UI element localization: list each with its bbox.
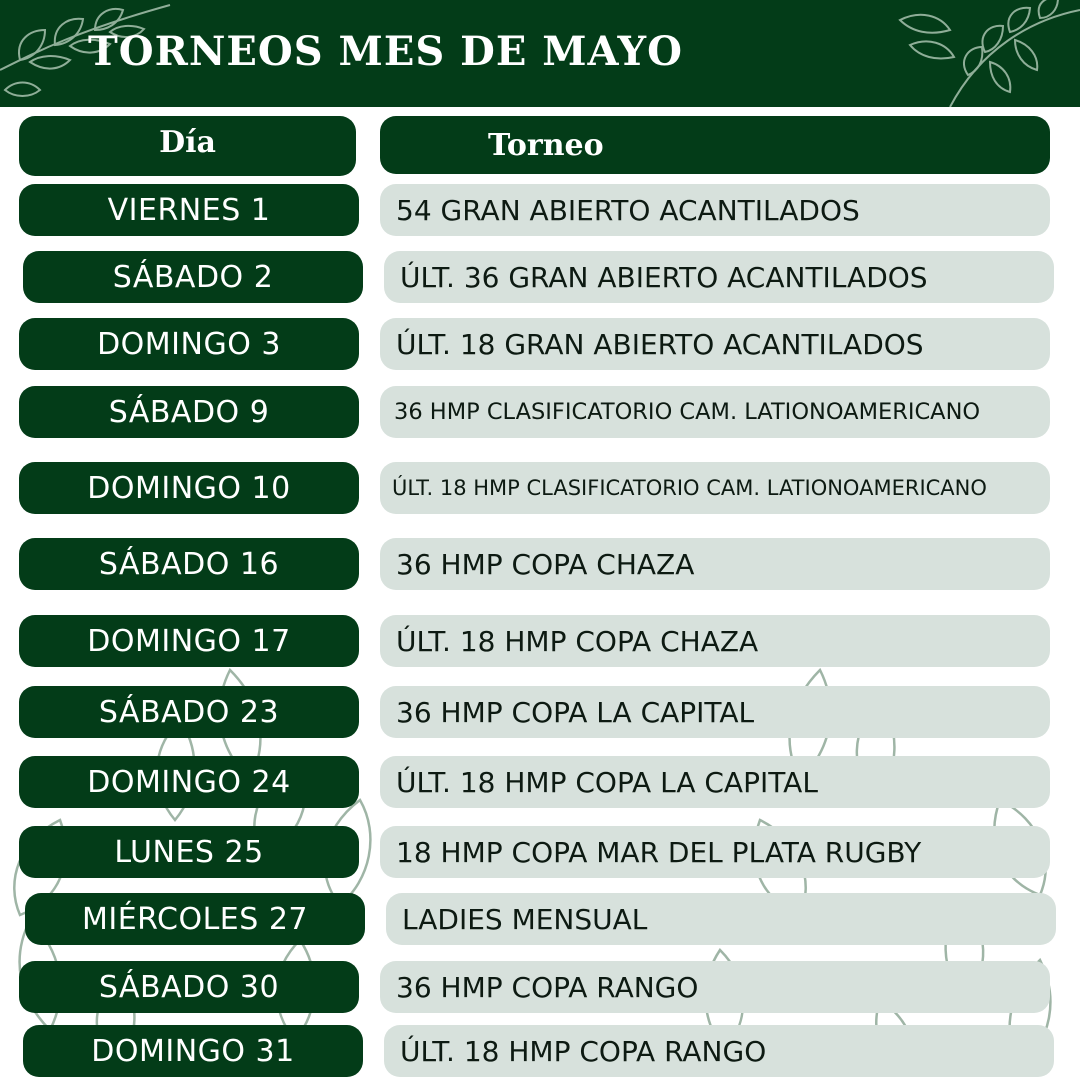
tournament-cell (380, 826, 1050, 878)
tournament-cell (380, 686, 1050, 738)
day-cell (19, 615, 359, 667)
tournament-label: 36 HMP COPA LA CAPITAL (396, 695, 755, 729)
day-cell (19, 318, 359, 370)
tournament-label: 36 HMP CLASIFICATORIO CAM. LATIONOAMERICANO (394, 399, 981, 425)
tournament-cell (380, 184, 1050, 236)
day-cell (19, 961, 359, 1013)
tournament-label: ÚLT. 36 GRAN ABIERTO ACANTILADOS (400, 260, 928, 294)
tournament-label: ÚLT. 18 HMP COPA RANGO (400, 1034, 767, 1068)
day-label: SÁBADO 16 (98, 546, 280, 582)
column-header-tournament-label: Torneo (488, 127, 604, 163)
day-cell (19, 538, 359, 590)
day-label: SÁBADO 2 (112, 259, 274, 295)
column-header-tournament (380, 116, 1050, 174)
day-label: VIERNES 1 (107, 192, 271, 228)
tournament-cell (384, 251, 1054, 303)
day-cell (19, 686, 359, 738)
tournament-label: LADIES MENSUAL (402, 902, 648, 936)
day-label: DOMINGO 3 (97, 326, 281, 362)
tournament-label: 36 HMP COPA CHAZA (396, 547, 695, 581)
day-cell (23, 1025, 363, 1077)
tournament-cell (380, 462, 1050, 514)
day-label: DOMINGO 17 (87, 623, 291, 659)
day-cell (25, 893, 365, 945)
tournament-label: 18 HMP COPA MAR DEL PLATA RUGBY (396, 835, 922, 869)
tournament-cell (380, 318, 1050, 370)
tournament-cell (386, 893, 1056, 945)
day-label: MIÉRCOLES 27 (81, 901, 309, 937)
tournament-cell (380, 756, 1050, 808)
day-cell (19, 184, 359, 236)
day-label: SÁBADO 23 (98, 694, 280, 730)
tournament-label: 36 HMP COPA RANGO (396, 970, 699, 1004)
tournament-cell (380, 386, 1050, 438)
day-label: LUNES 25 (114, 834, 264, 870)
day-cell (19, 386, 359, 438)
day-label: DOMINGO 31 (91, 1033, 295, 1069)
tournament-cell (384, 1025, 1054, 1077)
tournament-label: ÚLT. 18 HMP COPA LA CAPITAL (396, 765, 818, 799)
tournament-cell (380, 538, 1050, 590)
day-label: DOMINGO 24 (87, 764, 291, 800)
tournament-cell (380, 615, 1050, 667)
day-label: SÁBADO 9 (108, 394, 270, 430)
tournament-label: 54 GRAN ABIERTO ACANTILADOS (396, 193, 860, 227)
column-header-day-label: Día (159, 124, 216, 160)
tournament-label: ÚLT. 18 HMP CLASIFICATORIO CAM. LATIONOAMERICANO (392, 476, 987, 500)
day-cell (23, 251, 363, 303)
day-label: SÁBADO 30 (98, 969, 280, 1005)
day-label: DOMINGO 10 (87, 470, 291, 506)
day-cell (19, 826, 359, 878)
leaf-branch-icon (890, 0, 1080, 107)
column-header-day (19, 116, 356, 176)
header-banner (0, 0, 1080, 107)
tournament-label: ÚLT. 18 HMP COPA CHAZA (396, 624, 759, 658)
page-title: TORNEOS MES DE MAYO (88, 28, 683, 75)
tournament-cell (380, 961, 1050, 1013)
day-cell (19, 462, 359, 514)
tournament-label: ÚLT. 18 GRAN ABIERTO ACANTILADOS (396, 327, 924, 361)
day-cell (19, 756, 359, 808)
